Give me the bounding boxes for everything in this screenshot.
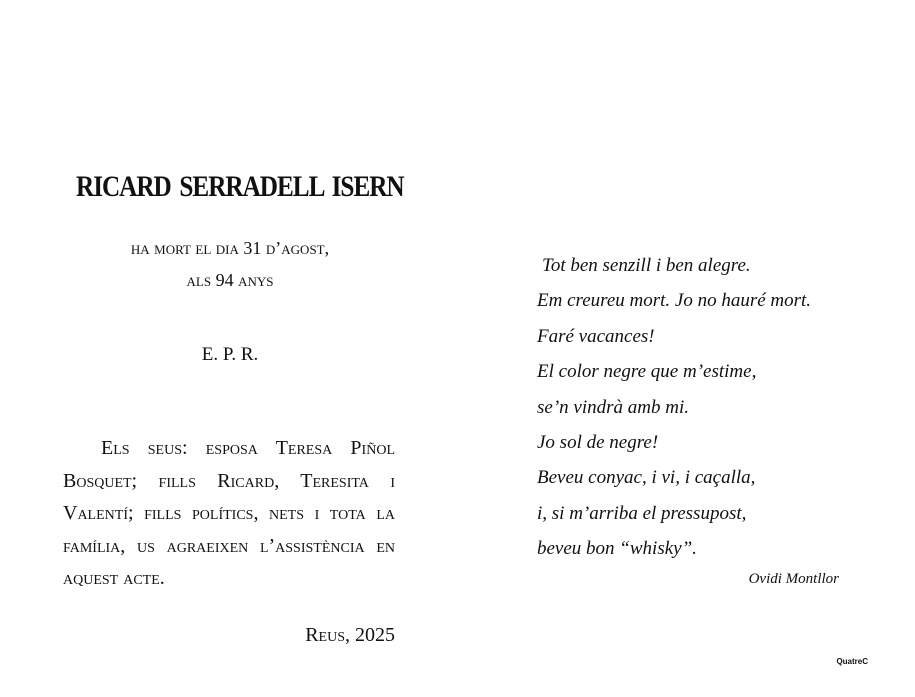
poem-line: Jo sol de negre! xyxy=(537,432,659,454)
poem-line: Beveu conyac, i vi, i caçalla, xyxy=(537,467,756,489)
place-year: Reus, 2025 xyxy=(305,624,395,646)
poem-line: se’n vindrà amb mi. xyxy=(537,396,689,418)
poem-line: El color negre que m’estime, xyxy=(537,361,757,383)
death-date-line: ha mort el dia 31 d’agost, xyxy=(130,238,330,258)
age-line: als 94 anys xyxy=(186,270,274,290)
poem-line: Tot ben senzill i ben alegre. xyxy=(542,255,751,276)
poem-line: Faré vacances! xyxy=(537,325,655,347)
poem-line: i, si m’arriba el pressupost, xyxy=(537,502,747,524)
printer-mark: QuatreC xyxy=(836,657,868,666)
poem xyxy=(537,248,811,567)
epr-text: E. P. R. xyxy=(201,344,259,365)
poem-line: Em creureu mort. Jo no hauré mort. xyxy=(537,290,812,312)
poem-line: beveu bon “whisky”. xyxy=(537,538,697,560)
family-acknowledgement: Els seus: esposa Teresa Piñol Bosquet; fills Ricard, Teresita i Valentí; fills polítics, nets i tota la família, us agraeixen l’assistència en aquest acte. xyxy=(63,437,395,589)
deceased-name: RICARD SERRADELL ISERN xyxy=(76,170,404,203)
poem-author: Ovidi Montllor xyxy=(748,571,839,587)
